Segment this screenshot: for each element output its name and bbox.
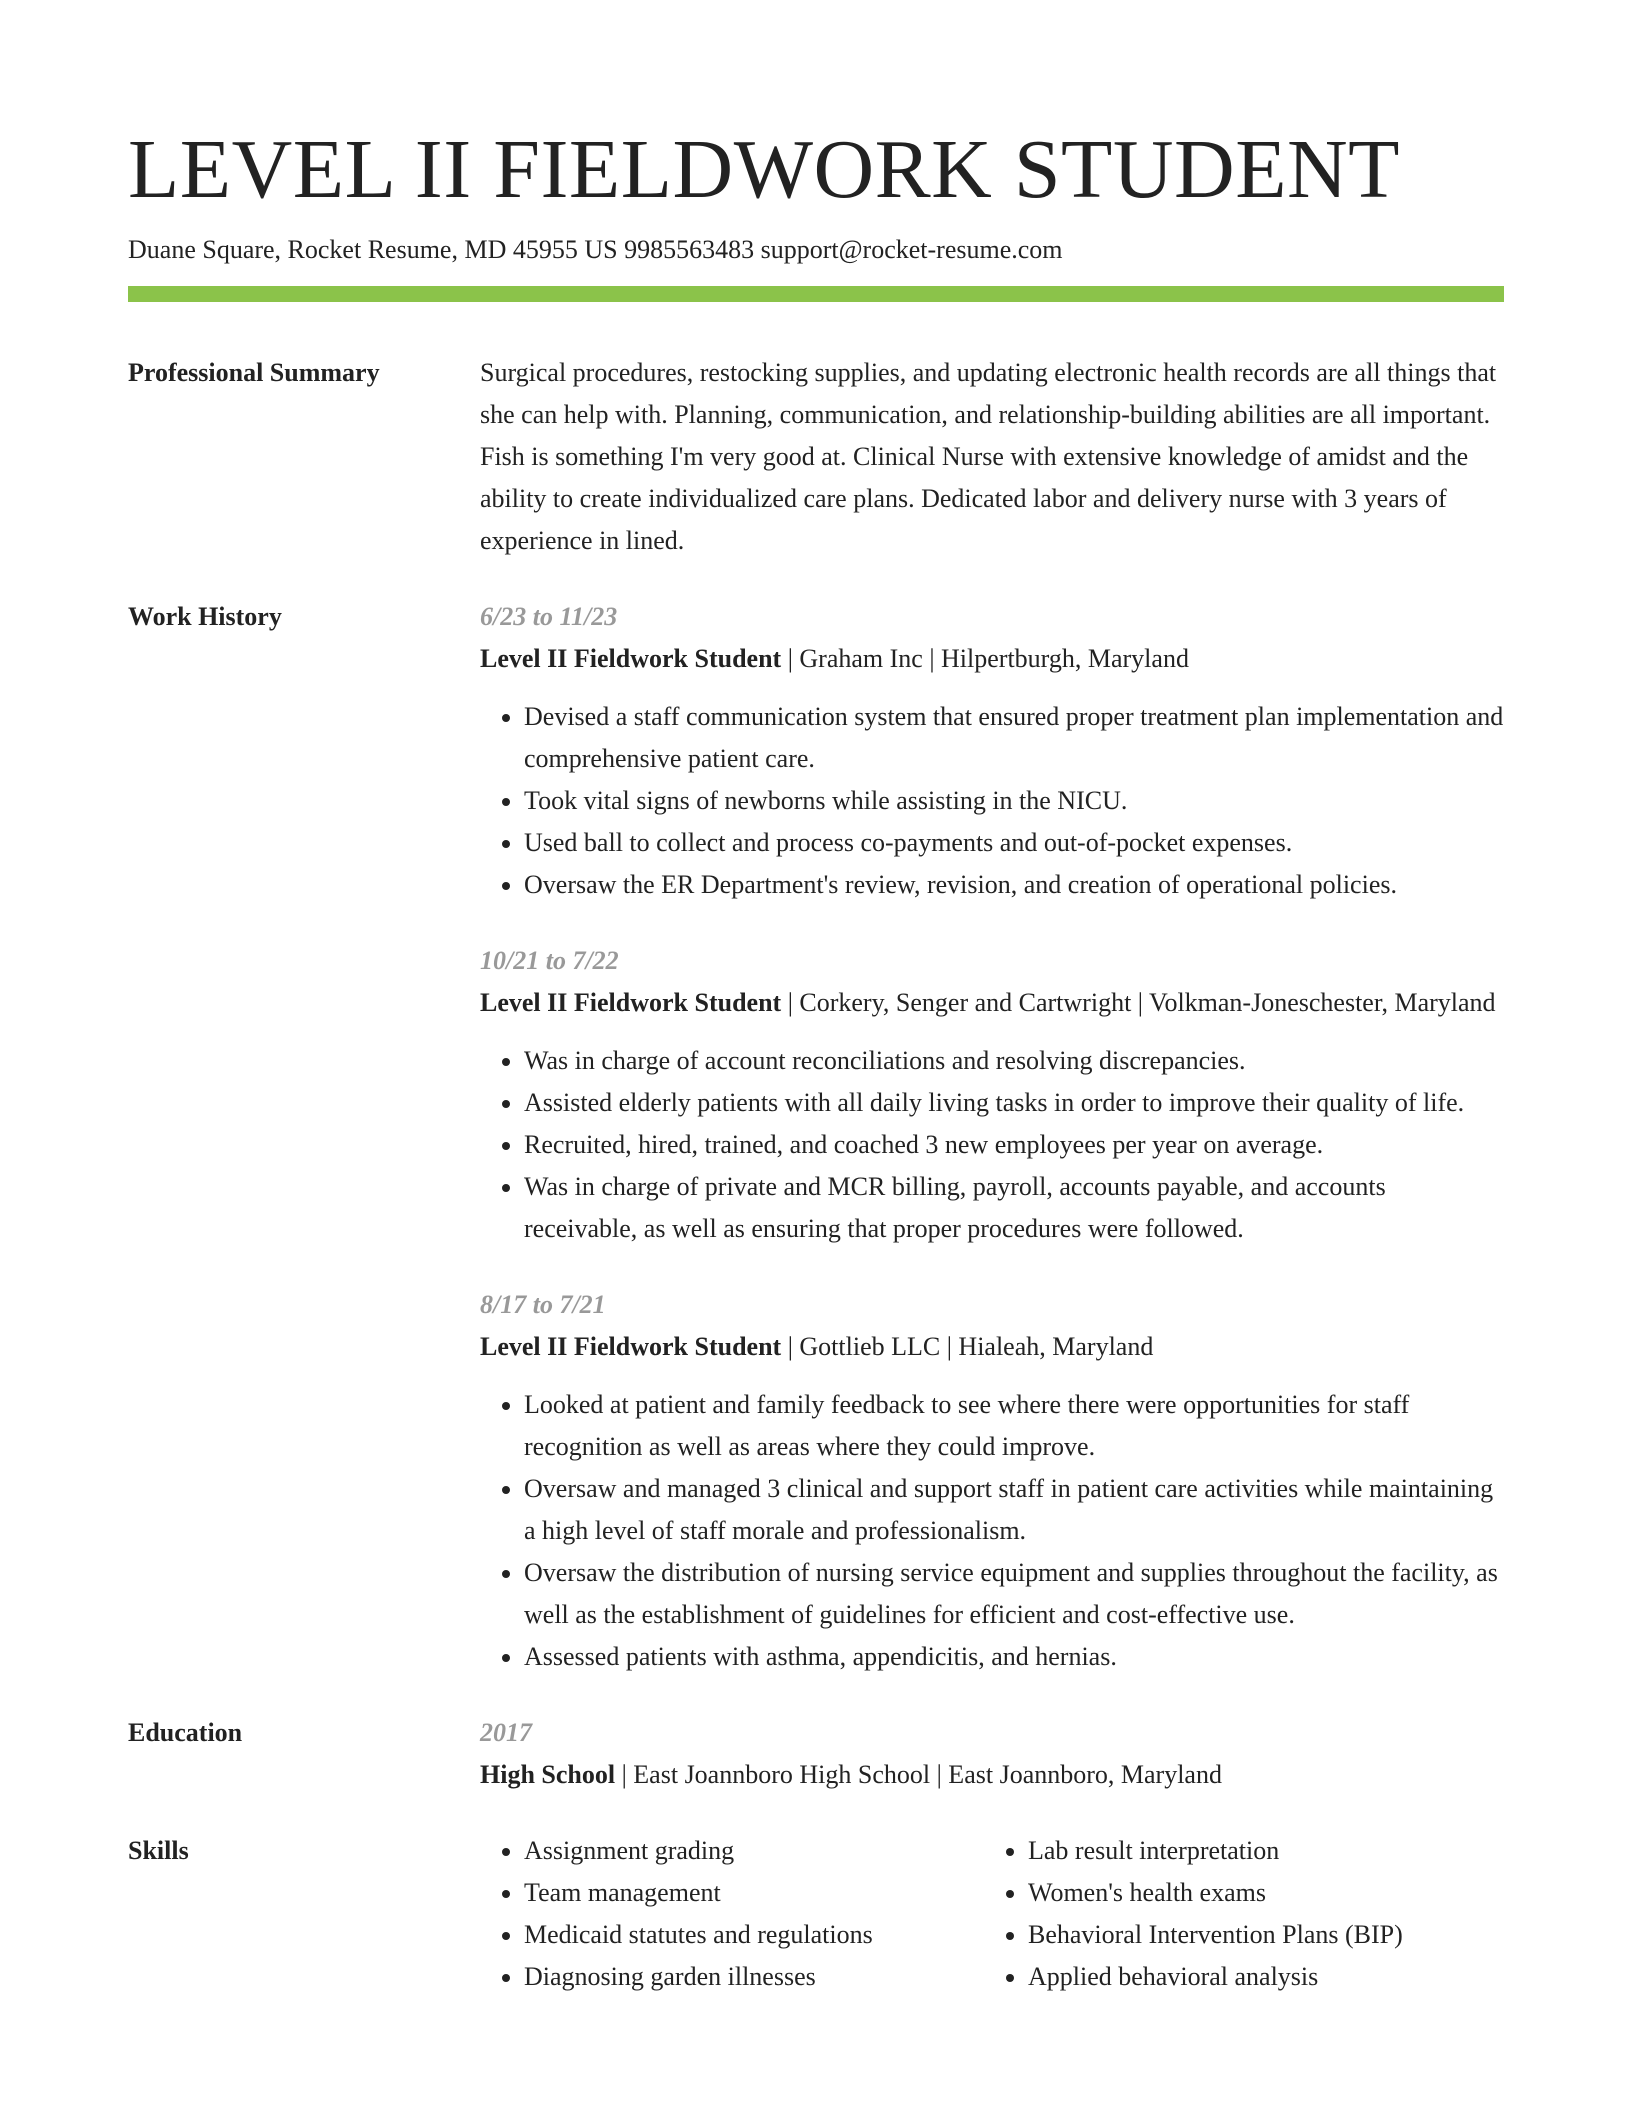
section-title-education: Education xyxy=(128,1718,243,1747)
job-bullet: • Assessed patients with asthma, appendicitis, and hernias. xyxy=(524,1636,1504,1678)
job-details: | Corkery, Senger and Cartwright | Volkman-Joneschester, Maryland xyxy=(781,988,1496,1017)
skill-item: • Lab result interpretation xyxy=(1028,1830,1488,1872)
skill-item: • Women's health exams xyxy=(1028,1872,1488,1914)
resume-page xyxy=(128,120,1504,1998)
job-entry xyxy=(480,596,1504,906)
skill-item: • Assignment grading xyxy=(524,1830,984,1872)
job-bullet: • Recruited, hired, trained, and coached 3 new employees per year on average. xyxy=(524,1124,1504,1166)
skill-item: • Team management xyxy=(524,1872,984,1914)
job-date: 6/23 to 11/23 xyxy=(480,602,618,631)
job-title: Level II Fieldwork Student xyxy=(480,988,782,1017)
education-details: | East Joannboro High School | East Joannboro, Maryland xyxy=(615,1760,1222,1789)
job-entry xyxy=(480,940,1504,1250)
job-bullet: • Oversaw the ER Department's review, revision, and creation of operational policies. xyxy=(524,864,1504,906)
job-bullets xyxy=(480,696,1504,906)
job-line xyxy=(480,982,1504,1024)
skills-column-2 xyxy=(984,1830,1488,1998)
job-bullet: • Assisted elderly patients with all daily living tasks in order to improve their quality of life. xyxy=(524,1082,1504,1124)
summary-section xyxy=(128,352,1504,562)
job-bullet: • Oversaw the distribution of nursing service equipment and supplies throughout the facility, as well as the establishment of guidelines for efficient and cost-effective use. xyxy=(524,1552,1504,1636)
skills-section xyxy=(128,1830,1504,1998)
job-bullet: • Was in charge of account reconciliations and resolving discrepancies. xyxy=(524,1040,1504,1082)
education-section xyxy=(128,1712,1504,1796)
education-line xyxy=(480,1754,1504,1796)
section-title-skills: Skills xyxy=(128,1836,189,1865)
education-date: 2017 xyxy=(480,1718,532,1747)
job-title: Level II Fieldwork Student xyxy=(480,644,782,673)
job-date: 8/17 to 7/21 xyxy=(480,1290,606,1319)
job-bullet: • Used ball to collect and process co-payments and out-of-pocket expenses. xyxy=(524,822,1504,864)
section-title-summary: Professional Summary xyxy=(128,358,380,387)
job-bullet: • Looked at patient and family feedback to see where there were opportunities for staff recognition as well as areas where they could improve. xyxy=(524,1384,1504,1468)
job-details: | Gottlieb LLC | Hialeah, Maryland xyxy=(781,1332,1154,1361)
skills-column-1 xyxy=(480,1830,984,1998)
job-bullet: • Took vital signs of newborns while assisting in the NICU. xyxy=(524,780,1504,822)
skills-columns xyxy=(480,1830,1504,1998)
job-entry xyxy=(480,1284,1504,1678)
job-bullet: • Was in charge of private and MCR billing, payroll, accounts payable, and accounts receivable, as well as ensuring that proper procedures were followed. xyxy=(524,1166,1504,1250)
work-history-section xyxy=(128,596,1504,1678)
education-degree: High School xyxy=(480,1760,616,1789)
job-bullet: • Devised a staff communication system that ensured proper treatment plan implementation and comprehensive patient care. xyxy=(524,696,1504,780)
job-details: | Graham Inc | Hilpertburgh, Maryland xyxy=(781,644,1189,673)
job-bullets xyxy=(480,1040,1504,1250)
accent-divider xyxy=(128,286,1504,302)
job-line xyxy=(480,1326,1504,1368)
skill-item: • Diagnosing garden illnesses xyxy=(524,1956,984,1998)
skill-item: • Behavioral Intervention Plans (BIP) xyxy=(1028,1914,1488,1956)
job-date: 10/21 to 7/22 xyxy=(480,946,619,975)
resume-name: LEVEL II FIELDWORK STUDENT xyxy=(128,123,1400,216)
job-line xyxy=(480,638,1504,680)
skill-item: • Applied behavioral analysis xyxy=(1028,1956,1488,1998)
section-title-work: Work History xyxy=(128,602,282,631)
contact-line: Duane Square, Rocket Resume, MD 45955 US 9985563483 support@rocket-resume.com xyxy=(128,235,1063,264)
job-title: Level II Fieldwork Student xyxy=(480,1332,782,1361)
summary-text: Surgical procedures, restocking supplies, and updating electronic health records are all things that she can help with. Planning, communication, and relationship-building abilities are all important. Fish is something I'm very good at. Clinical Nurse with extensive knowledge of amidst and the ability to create individualized care plans. Dedicated labor and delivery nurse with 3 years of experience in lined. xyxy=(480,358,1497,555)
job-bullets xyxy=(480,1384,1504,1678)
job-bullet: • Oversaw and managed 3 clinical and support staff in patient care activities while maintaining a high level of staff morale and professionalism. xyxy=(524,1468,1504,1552)
skill-item: • Medicaid statutes and regulations xyxy=(524,1914,984,1956)
